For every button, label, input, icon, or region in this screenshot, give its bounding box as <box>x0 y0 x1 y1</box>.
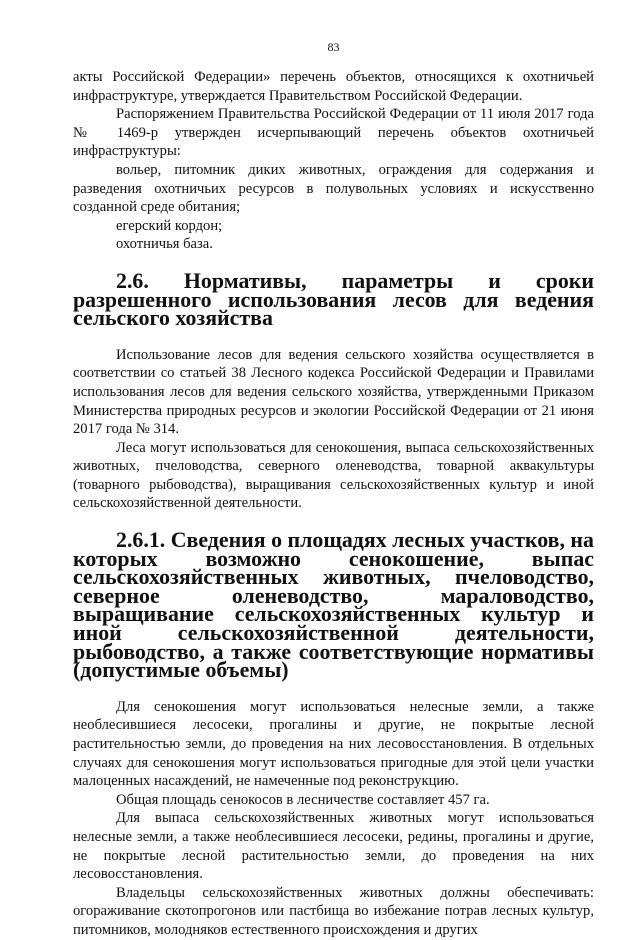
paragraph: Владельцы сельскохозяйственных животных должны обеспечивать: огораживание скотопрогонов или пастбища во избежание потрав лесных культур, питомников, молодняков естественного происхождения и других <box>73 884 594 938</box>
spacer <box>73 328 594 346</box>
paragraph: Общая площадь сенокосов в лесничестве составляет 457 га. <box>116 791 490 808</box>
document-body <box>73 68 594 940</box>
section-heading: 2.6.1. Сведения о площадях лесных участков, на которых возможно сенокошение, выпас сельскохозяйственных животных, пчеловодство, северное оленеводство, мараловодство, выращивание сельскохозяйственных культур и иной сельскохозяйственной деятельности, рыбоводство, а также соответствующие нормативы (допустимые объемы) <box>73 527 594 683</box>
list-item: охотничья база. <box>116 236 213 253</box>
spacer <box>73 680 594 698</box>
page-number: 83 <box>327 40 340 54</box>
paragraph: Леса могут использоваться для сенокошения, выпаса сельскохозяйственных животных, пчеловодства, северного оленеводства, товарной аквакультуры (товарного рыбоводства), выращивания сельскохозяйственных культур и иной сельскохозяйственной деятельности. <box>73 439 594 512</box>
paragraph: Для сенокошения могут использоваться нелесные земли, а также необлесившиеся лесосеки, прогалины и другие, не покрытые лесной растительностью земли, до проведения на них лесовосстановления. В отдельных случаях для сенокошения могут использоваться пригодные для этой цели участки малоценных насаждений, не намеченные под реконструкцию. <box>73 698 594 790</box>
paragraph: акты Российской Федерации» перечень объектов, относящихся к охотничьей инфраструктуре, утверждается Правительством Российской Федерации. <box>73 69 594 104</box>
paragraph: Использование лесов для ведения сельского хозяйства осуществляется в соответствии со статьей 38 Лесного кодекса Российской Федерации и Правилами использования лесов для ведения сельского хозяйства, утвержденными Приказом Министерства природных ресурсов и экологии Российской Федерации от 21 июня 2017 года № 314. <box>73 346 594 438</box>
paragraph: Для выпаса сельскохозяйственных животных могут использоваться нелесные земли, а также необлесившиеся лесосеки, редины, прогалины и другие, не покрытые лесной растительностью земли, до проведения на них лесовосстановления. <box>73 810 594 883</box>
section-heading: 2.6. Нормативы, параметры и сроки разрешенного использования лесов для ведения сельского хозяйства <box>73 267 594 331</box>
list-item: егерский кордон; <box>116 217 223 234</box>
paragraph: Распоряжением Правительства Российской Федерации от 11 июля 2017 года № 1469-р утвержден исчерпывающий перечень объектов охотничьей инфраструктуры: <box>73 106 594 160</box>
list-item: вольер, питомник диких животных, ограждения для содержания и разведения охотничьих ресурсов в полувольных условиях и искусственно созданной среде обитания; <box>73 161 594 216</box>
